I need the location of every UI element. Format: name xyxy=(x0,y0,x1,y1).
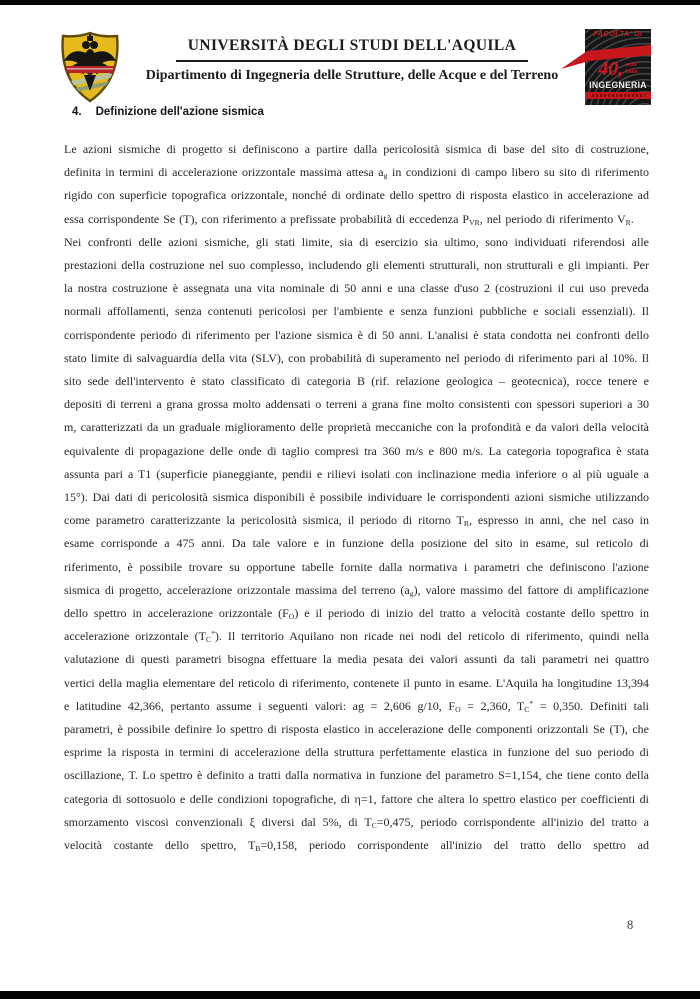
faculty-logo-bottom-strip xyxy=(585,92,651,99)
scan-border-bottom xyxy=(0,991,700,999)
crest-shield-icon xyxy=(56,29,124,105)
page-number: 8 xyxy=(627,918,634,932)
university-title: UNIVERSITÀ DEGLI STUDI DELL'AQUILA xyxy=(187,37,517,54)
section-heading xyxy=(72,106,264,118)
header-divider xyxy=(176,60,528,62)
faculty-logo-name: INGEGNERIA xyxy=(589,80,647,90)
university-crest-logo xyxy=(56,29,124,105)
faculty-logo-small-line2: Italia xyxy=(625,69,638,75)
faculty-logo-small-line1: anni xyxy=(625,62,637,68)
body-text xyxy=(64,138,649,857)
faculty-logo-arrow-icon xyxy=(561,45,651,73)
faculty-logo xyxy=(583,29,653,107)
faculty-logo-top-text: FACOLTA' DI xyxy=(593,31,643,38)
paragraph-1: Le azioni sismiche di progetto si definiscono a partire dalla pericolosità sismica di base del sito di costruzione, definita in termini di accelerazione orizzontale massima attesa $a_g$ in condizioni di campo libero su sito di riferimento rigido con superficie topografica orizzontale, nonché di ordinate dello spettro di risposta elastico in accelerazione ad essa corrispondente Se (T), con riferimento a prefissate probabilità di eccedenza $P_{VR}$, nel periodo di riferimento $V_R$. xyxy=(64,142,649,227)
paragraph-2: Nei confronti delle azioni sismiche, gli stati limite, sia di esercizio sia ultimo, sono individuati riferendosi alle prestazioni della costruzione nel suo complesso, includendo gli elementi strutturali, non strutturali e gli impianti. Per la nostra costruzione è assegnata una vita nominale di 50 anni e una classe d'uso 2 (costruzioni il cui uso preveda normali affollamenti, senza contenuti pericolosi per l'ambiente e senza funzioni pubbliche e sociali essenziali). Il corrispondente periodo di riferimento per l'azione sismica è di 50 anni. L'analisi è stata condotta nei confronti dello stato limite di salvaguardia della vita (SLV), con probabilità di superamento nel periodo di riferimento pari al 10%. Il sito sede dell'intervento è stato classificato di categoria B (rif. relazione geologica – geotecnica), rocce tenere e depositi di terreni a grana grossa molto addensati o terreni a grana fine molto consistenti con spessori superiori a 30 m, caratterizzati da un graduale miglioramento delle proprietà meccaniche con la profondità e da valori della velocità equivalente di propagazione delle onde di taglio compresi tra 360 m/s e 800 m/s. La categoria topografica è stata assunta pari a T1 (superficie pianeggiante, pendii e rilievi isolati con inclinazione media inferiore o al più uguale a 15°). Dai dati di pericolosità sismica disponibili è possibile individuare le corrispondenti azioni sismiche utilizzando come parametro caratterizzante la pericolosità sismica, il periodo di ritorno $T_R$, espresso in anni, che nel caso in esame corrisponde a 475 anni. Da tale valore e in funzione della posizione del sito in esame, sul reticolo di riferimento, è possibile trovare su opportune tabelle fornite dalla normativa i parametri che definiscono l'azione sismica di progetto, accelerazione orizzontale massima del terreno $(a_g)$, valore massimo del fattore di amplificazione dello spettro in accelerazione orizzontale $(F_O)$ e il periodo di inizio del tratto a velocità costante dello spettro in accelerazione orizzontale $(T_C^*)$. Il territorio Aquilano non ricade nei nodi del reticolo di riferimento, quindi nella valutazione di questi parametri bisogna effettuare la media pesata dei valori assunti da tali parametri nei quattro vertici della maglia elementare del reticolo di riferimento, contenete il punto in esame. L'Aquila ha longitudine 13,394 e latitudine 42,366, pertanto assume i seguenti valori: ag = 2,606 g/10, $F_O = 2,360$, $T_C^* = 0,350$. Definiti tali parametri, è possibile definire lo spettro di risposta elastico in accelerazione delle componenti orizzontali Se (T), che esprime la risposta in termini di accelerazione della struttura perfettamente elastica in funzione del suo periodo di oscillazione, T. Lo spettro è definito a tratti dalla normativa in funzione del parametro S=1,154, che tiene conto della categoria di sottosuolo e delle condizioni topografiche, di η=1, fattore che altera lo spettro elastico per coefficienti di smorzamento viscosi convenzionali ξ diversi dal 5%, di $T_C=0,475$, periodo corrispondente all'inizio del tratto a velocità costante dello spettro, $T_B=0,158$, periodo corrispondente all'inizio del tratto dello spettro ad xyxy=(64,234,650,853)
faculty-logo-number: 40, xyxy=(598,58,624,80)
scan-border-top xyxy=(0,0,700,5)
section-number: 4. xyxy=(72,106,82,118)
department-title: Dipartimento di Ingegneria delle Strutture, delle Acque e del Terreno xyxy=(145,68,559,83)
header-titles xyxy=(118,37,586,84)
section-title: Definizione dell'azione sismica xyxy=(95,106,264,118)
